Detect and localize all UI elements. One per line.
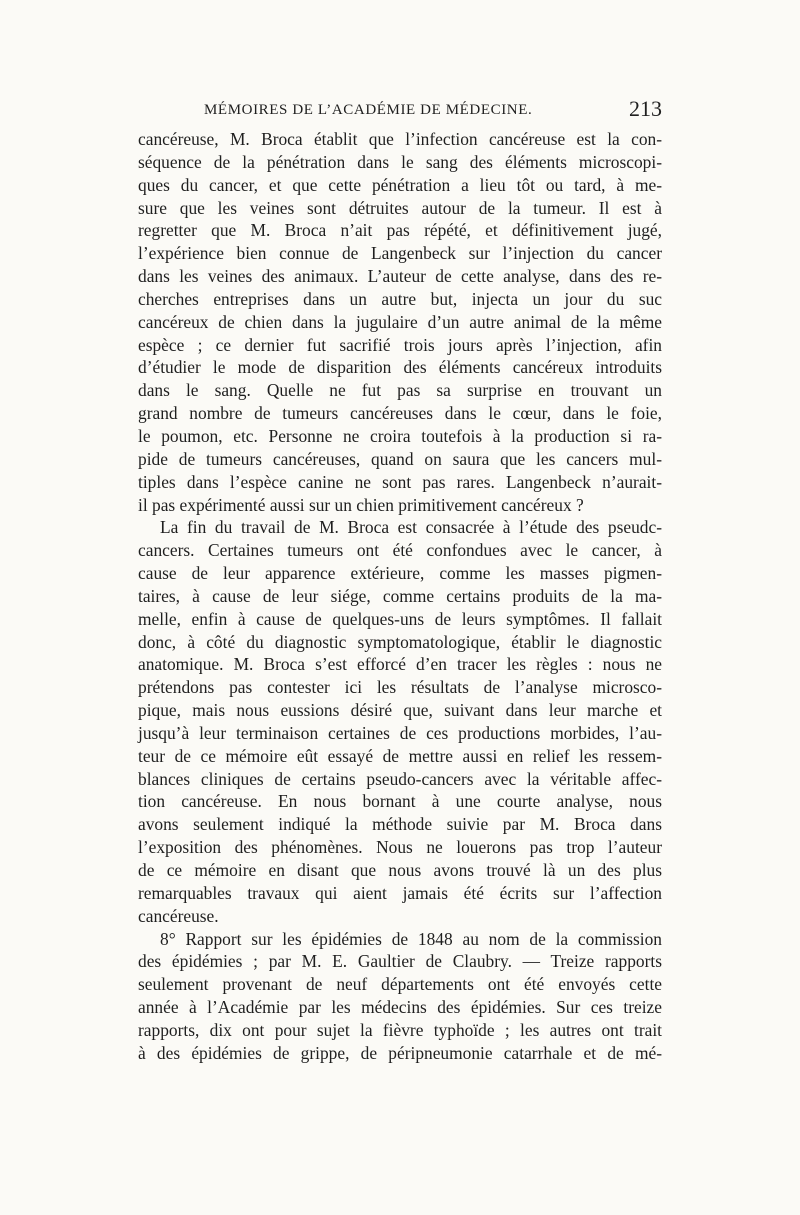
section-heading-line: 8° Rapport sur les épidémies de 1848 au nom de la commission	[160, 928, 662, 949]
text-line: ques du cancer, et que cette pénétration a lieu tôt ou tard, à me-	[138, 174, 662, 195]
text-line: rapports, dix ont pour sujet la fièvre typhoïde ; les autres ont trait	[138, 1019, 662, 1040]
text-line: tiples dans l’espèce canine ne sont pas rares. Langenbeck n’aurait-	[138, 471, 662, 492]
running-header-title: MÉMOIRES DE L’ACADÉMIE DE MÉDECINE.	[204, 102, 533, 118]
text-line: cancéreuse, M. Broca établit que l’infection cancéreuse est la con-	[138, 129, 662, 149]
text-line: avons seulement indiqué la méthode suivie par M. Broca dans	[138, 814, 662, 835]
text-line: regretter que M. Broca n’ait pas répété, et définitivement jugé,	[138, 220, 662, 241]
text-line: teur de ce mémoire eût essayé de mettre aussi en relief les ressem-	[138, 745, 662, 766]
text-line: sure que les veines sont détruites autour de la tumeur. Il est à	[138, 197, 662, 218]
text-line: dans le sang. Quelle ne fut pas sa surprise en trouvant un	[138, 380, 662, 401]
text-line: séquence de la pénétration dans le sang des éléments microscopi-	[138, 151, 662, 172]
text-line: pide de tumeurs cancéreuses, quand on saura que les cancers mul-	[138, 448, 662, 469]
text-line: donc, à côté du diagnostic symptomatologique, établir le diagnostic	[138, 631, 662, 652]
text-line: cherches entreprises dans un autre but, injecta un jour du suc	[138, 288, 662, 309]
text-line: d’étudier le mode de disparition des éléments cancéreux introduits	[138, 357, 662, 378]
text-line: l’expérience bien connue de Langenbeck sur l’injection du cancer	[138, 243, 662, 264]
text-line: il pas expérimenté aussi sur un chien primitivement cancéreux ?	[138, 494, 584, 515]
text-line: dans les veines des animaux. L’auteur de cette analyse, dans des re-	[138, 266, 662, 287]
text-line: taires, à cause de leur siége, comme certains produits de la ma-	[138, 585, 662, 606]
page-number: 213	[629, 96, 662, 121]
text-line: cancéreux de chien dans la jugulaire d’un autre animal de la même	[138, 311, 662, 332]
text-line: seulement provenant de neuf départements ont été envoyés cette	[138, 974, 662, 995]
text-line: de ce mémoire en disant que nous avons trouvé là un des plus	[138, 860, 662, 880]
text-line: à des épidémies de grippe, de péripneumonie catarrhale et de mé-	[138, 1042, 662, 1063]
text-line: pique, mais nous eussions désiré que, suivant dans leur marche et	[138, 700, 662, 721]
running-header	[138, 98, 662, 126]
text-line: La fin du travail de M. Broca est consacrée à l’étude des pseudc-	[160, 517, 662, 538]
text-line: cancers. Certaines tumeurs ont été confondues avec le cancer, à	[138, 540, 662, 561]
text-line: prétendons pas contester ici les résultats de l’analyse microsco-	[138, 677, 662, 698]
text-line: des épidémies ; par M. E. Gaultier de Claubry. — Treize rapports	[138, 951, 662, 972]
body-text	[138, 128, 662, 1065]
text-line: l’exposition des phénomènes. Nous ne louerons pas trop l’auteur	[138, 837, 662, 858]
text-line: tion cancéreuse. En nous bornant à une courte analyse, nous	[138, 791, 662, 812]
text-line: cause de leur apparence extérieure, comme les masses pigmen-	[138, 563, 662, 584]
text-line: espèce ; ce dernier fut sacrifié trois jours après l’injection, afin	[138, 334, 662, 355]
text-line: grand nombre de tumeurs cancéreuses dans le cœur, dans le foie,	[138, 403, 662, 424]
text-line: melle, enfin à cause de quelques-uns de leurs symptômes. Il fallait	[138, 608, 662, 629]
text-line: cancéreuse.	[138, 905, 219, 926]
text-line: remarquables travaux qui aient jamais été écrits sur l’affection	[138, 882, 662, 903]
text-line: le poumon, etc. Personne ne croira toutefois à la production si ra-	[138, 425, 662, 446]
text-line: jusqu’à leur terminaison certaines de ces productions morbides, l’au-	[138, 722, 662, 743]
text-line: anatomique. M. Broca s’est efforcé d’en tracer les règles : nous ne	[138, 654, 662, 675]
text-line: blances cliniques de certains pseudo-cancers avec la véritable affec-	[138, 768, 662, 789]
text-line: année à l’Académie par les médecins des épidémies. Sur ces treize	[138, 997, 662, 1018]
